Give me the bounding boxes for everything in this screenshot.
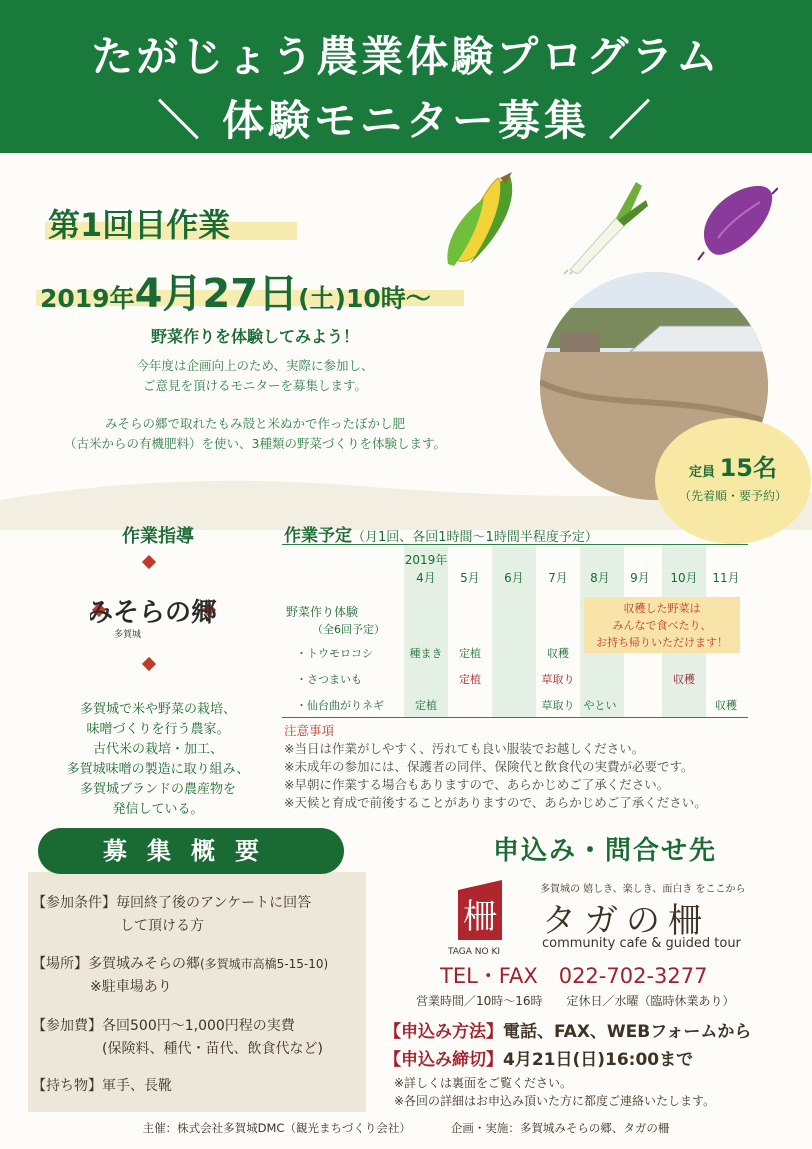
business-hours: 営業時間／10時〜16時 定休日／水曜（臨時休業あり） — [416, 994, 735, 1008]
harvest-note — [584, 597, 740, 653]
place-key: 【場所】 — [32, 956, 88, 972]
date-year: 2019年 — [40, 284, 135, 313]
month-header: 11月 — [712, 571, 740, 585]
logo-caption: TAGA NO KI — [448, 947, 501, 956]
round-title: 第1回目作業 — [48, 206, 231, 244]
month-header: 9月 — [630, 571, 650, 585]
page-title: たがじょう農業体験プログラム — [91, 32, 721, 81]
contact-note: ※詳しくは裏面をご覧ください。 — [394, 1076, 573, 1090]
recruit-condition — [32, 892, 311, 915]
desc-line: （古米からの有機肥料）を使い、3種類の野菜づくりを体験します。 — [64, 436, 446, 451]
schedule-cell: 定植 — [415, 699, 437, 712]
condition-key: 【参加条件】 — [32, 895, 116, 911]
page-subtitle: ＼ 体験モニター募集 ／ — [157, 96, 655, 145]
schedule-title-sub: （月1回、各回1時間〜1時間半程度予定） — [352, 530, 598, 545]
fee-value-2: (保険料、種代・苗代、飲食代など) — [102, 1041, 323, 1057]
guide-description — [0, 700, 316, 820]
apply-deadline — [384, 1045, 693, 1070]
footer-organizer: 企画・実施：多賀城みそらの郷、タガの柵 — [450, 1121, 670, 1135]
month-header: 8月 — [590, 571, 610, 585]
schedule-title — [284, 521, 598, 546]
place-value: 多賀城みそらの郷 — [88, 956, 200, 972]
shop-subtitle: community cafe & guided tour — [542, 936, 741, 951]
harvest-note-line: お持ち帰りいただけます！ — [596, 636, 728, 649]
schedule-table — [282, 544, 748, 718]
condition-value-2: して頂ける方 — [120, 918, 204, 934]
header-banner — [0, 0, 812, 153]
sweet-potato-illustration — [694, 178, 778, 264]
desc-line: 今年度は企画向上のため、実際に参加し、 — [136, 358, 374, 373]
program-label: 野菜作り体験 — [286, 605, 359, 619]
month-header: 10月 — [670, 571, 698, 585]
contact-title: 申込み・問合せ先 — [492, 836, 717, 866]
schedule-cell: 収穫 — [673, 673, 695, 686]
date-weekday: (土)10時〜 — [298, 284, 431, 313]
capacity-count: 15名 — [719, 454, 777, 482]
misora-logo — [90, 555, 220, 675]
schedule-cell: 草取り — [541, 699, 575, 712]
schedule-cell: 収穫 — [547, 647, 569, 660]
capacity-note: （先着順・要予約） — [678, 489, 787, 503]
guide-line: 古代米の栽培・加工、 — [92, 742, 223, 757]
lead-text: 野菜作りを体験してみよう！ — [150, 327, 359, 346]
contact-note: ※各回の詳細はお申込み頂いた方に都度ご連絡いたします。 — [394, 1094, 716, 1108]
harvest-note-line: 収穫した野菜は — [623, 602, 701, 615]
apply-deadline-key: 【申込み締切】 — [384, 1050, 503, 1070]
note-line: ※未成年の参加には、保護者の同伴、保険代と飲食代の実費が必要です。 — [284, 759, 694, 774]
guide-line: 多賀城ブランドの農産物を — [79, 782, 236, 797]
schedule-cell: やとい — [583, 699, 617, 712]
fee-key: 【参加費】 — [32, 1018, 102, 1034]
schedule-cell: 定植 — [459, 673, 481, 686]
desc-line: みそらの郷で取れたもみ殻と米ぬかで作ったぼかし肥 — [104, 416, 405, 431]
month-header: 5月 — [460, 571, 480, 585]
apply-method-value: 電話、FAX、WEBフォームから — [503, 1022, 752, 1042]
tel-number[interactable]: 022-702-3277 — [558, 964, 708, 988]
notes-title: 注意事項 — [284, 723, 335, 738]
month-header: 7月 — [548, 571, 568, 585]
recruit-bring — [32, 1075, 172, 1098]
note-line: ※天候と育成で前後することがありますので、あらかじめご了承ください。 — [284, 795, 707, 810]
logo-glyph: 柵 — [463, 897, 497, 937]
place-address: (多賀城市高橋5-15-10) — [200, 957, 329, 971]
shop-name: タガの柵 — [542, 901, 710, 941]
fee-value: 各回500円〜1,000円程の実費 — [102, 1018, 295, 1034]
tel-fax[interactable] — [440, 960, 707, 990]
schedule-title-main: 作業予定 — [284, 526, 352, 546]
shop-logo — [448, 880, 536, 956]
tel-label: TEL・FAX — [440, 964, 538, 988]
schedule-cell: 収穫 — [715, 699, 737, 712]
note-line: ※早朝に作業する場合もありますので、あらかじめご了承ください。 — [284, 777, 670, 792]
year-label: 2019年 — [404, 553, 448, 567]
recruit-place — [32, 953, 328, 976]
corn-illustration — [440, 172, 526, 270]
guide-line: 多賀城で米や野菜の栽培、 — [79, 702, 236, 717]
crop-name: ・仙台曲がりネギ — [296, 699, 384, 712]
event-date — [40, 262, 431, 319]
capacity-badge — [655, 418, 811, 544]
note-line: ※当日は作業がしやすく、汚れても良い服装でお越しください。 — [284, 741, 645, 756]
crop-name: ・さつまいも — [296, 673, 362, 686]
bring-value: 軍手、長靴 — [102, 1078, 172, 1094]
footer-host: 主催：株式会社多賀城DMC（観光まちづくり会社） — [142, 1121, 411, 1135]
harvest-note-line: みんなで食べたり、 — [612, 619, 712, 632]
apply-method-key: 【申込み方法】 — [384, 1022, 503, 1042]
condition-value: 毎回終了後のアンケートに回答 — [116, 895, 312, 911]
shop-tagline: 多賀城の 嬉しき、楽しき、面白き をここから — [540, 884, 746, 895]
schedule-cell: 定植 — [459, 647, 481, 660]
recruit-fee — [32, 1015, 295, 1038]
schedule-cell: 種まき — [409, 647, 443, 660]
guide-line: 多賀城味噌の製造に取り組み、 — [66, 762, 250, 777]
program-sub: （全6回予定） — [312, 623, 385, 636]
place-parking: ※駐車場あり — [90, 979, 172, 995]
guide-title: 作業指導 — [122, 526, 194, 547]
notes-section — [284, 722, 707, 812]
month-header: 6月 — [504, 571, 524, 585]
guide-line: 味噌づくりを行う農家。 — [86, 722, 230, 737]
apply-deadline-value: 4月21日(日)16:00まで — [503, 1050, 694, 1070]
crop-name: ・トウモロコシ — [296, 647, 373, 660]
footer — [0, 1120, 812, 1136]
schedule-cell: 草取り — [541, 673, 575, 686]
bring-key: 【持ち物】 — [32, 1078, 102, 1094]
logo-small-text: 多賀城 — [114, 630, 142, 640]
leek-illustration — [560, 178, 650, 274]
recruit-title: 募集概要 — [38, 828, 344, 874]
capacity-label: 定員 — [689, 465, 716, 480]
guide-line: 発信している。 — [112, 802, 204, 817]
date-day: 4月27日 — [134, 271, 299, 317]
apply-method — [384, 1017, 751, 1042]
month-header: 4月 — [416, 571, 436, 585]
desc-line: ご意見を頂けるモニターを募集します。 — [142, 378, 367, 393]
logo-text: みそらの郷 — [90, 598, 218, 628]
